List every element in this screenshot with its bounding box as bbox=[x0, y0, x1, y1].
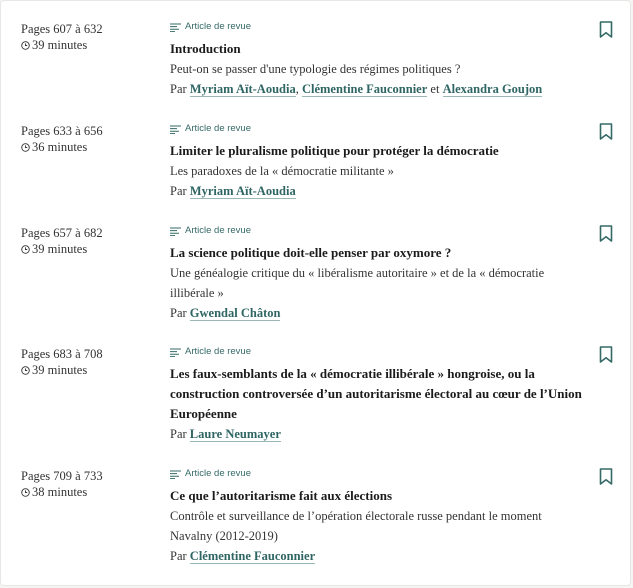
reading-time bbox=[21, 241, 161, 257]
page-range: Pages 709 à 733 bbox=[21, 469, 103, 483]
author-separator: , bbox=[295, 82, 302, 96]
by-label: Par bbox=[170, 549, 190, 563]
article-meta bbox=[21, 468, 161, 500]
reading-time bbox=[21, 362, 161, 378]
article-authors bbox=[170, 181, 585, 201]
article-subtitle: Contrôle et surveillance de l’opération électorale russe pendant le moment Navalny (2012-2019) bbox=[170, 509, 542, 543]
author-link[interactable]: Laure Neumayer bbox=[189, 427, 281, 441]
bookmark-icon[interactable] bbox=[599, 123, 613, 140]
article-lines-icon bbox=[170, 470, 181, 479]
by-label: Par bbox=[170, 427, 190, 441]
author-separator: et bbox=[427, 82, 443, 96]
author-link[interactable]: Myriam Aït-Aoudia bbox=[189, 184, 296, 198]
page-range: Pages 633 à 656 bbox=[21, 124, 103, 138]
article-subtitle: Une généalogie critique du « libéralisme autoritaire » et de la « démocratie illibérale » bbox=[170, 266, 545, 300]
article-authors bbox=[170, 79, 585, 99]
article-type bbox=[170, 225, 585, 237]
author-link[interactable]: Clémentine Fauconnier bbox=[301, 82, 428, 96]
article-authors bbox=[170, 546, 585, 566]
article-meta bbox=[21, 346, 161, 378]
bookmark-icon[interactable] bbox=[599, 21, 613, 38]
article-title[interactable]: Ce que l’autoritarisme fait aux élections bbox=[170, 488, 393, 503]
author-link[interactable]: Clémentine Fauconnier bbox=[189, 549, 316, 563]
reading-time-label: 39 minutes bbox=[32, 242, 88, 256]
article-content bbox=[170, 346, 585, 444]
by-label: Par bbox=[170, 82, 190, 96]
author-link[interactable]: Myriam Aït-Aoudia bbox=[189, 82, 296, 96]
bookmark-icon[interactable] bbox=[599, 346, 613, 363]
clock-icon bbox=[21, 488, 30, 497]
article-type bbox=[170, 346, 585, 358]
page-range: Pages 607 à 632 bbox=[21, 22, 103, 36]
article-type-label: Article de revue bbox=[185, 346, 252, 357]
article-meta bbox=[21, 123, 161, 155]
page-range: Pages 683 à 708 bbox=[21, 347, 103, 361]
article-type bbox=[170, 123, 585, 135]
article-title[interactable]: Les faux-semblants de la « démocratie illibérale » hongroise, ou la construction controversée d’un autoritarisme électoral au cœur de l’Union Européenne bbox=[170, 366, 582, 421]
clock-icon bbox=[21, 143, 30, 152]
article-authors bbox=[170, 424, 585, 444]
reading-time bbox=[21, 484, 161, 500]
reading-time bbox=[21, 139, 161, 155]
article-type bbox=[170, 21, 585, 33]
by-label: Par bbox=[170, 184, 190, 198]
by-label: Par bbox=[170, 306, 190, 320]
article-type-label: Article de revue bbox=[185, 225, 252, 236]
reading-time-label: 38 minutes bbox=[32, 485, 88, 499]
reading-time-label: 39 minutes bbox=[32, 38, 88, 52]
article-content bbox=[170, 123, 585, 201]
bookmark-icon[interactable] bbox=[599, 468, 613, 485]
article-content bbox=[170, 21, 585, 99]
bookmark-icon[interactable] bbox=[599, 225, 613, 242]
article-lines-icon bbox=[170, 23, 181, 32]
article-authors bbox=[170, 303, 585, 323]
page-range: Pages 657 à 682 bbox=[21, 226, 103, 240]
clock-icon bbox=[21, 245, 30, 254]
article-meta bbox=[21, 225, 161, 257]
reading-time-label: 36 minutes bbox=[32, 140, 88, 154]
reading-time-label: 39 minutes bbox=[32, 363, 88, 377]
article-title[interactable]: La science politique doit-elle penser par oxymore ? bbox=[170, 245, 452, 260]
author-link[interactable]: Alexandra Goujon bbox=[442, 82, 543, 96]
article-title[interactable]: Limiter le pluralisme politique pour protéger la démocratie bbox=[170, 143, 499, 158]
article-content bbox=[170, 225, 585, 323]
article-type-label: Article de revue bbox=[185, 123, 252, 134]
article-content bbox=[170, 468, 585, 566]
clock-icon bbox=[21, 41, 30, 50]
author-link[interactable]: Gwendal Châton bbox=[189, 306, 281, 320]
article-lines-icon bbox=[170, 125, 181, 134]
article-title[interactable]: Introduction bbox=[170, 41, 241, 56]
article-lines-icon bbox=[170, 227, 181, 236]
article-lines-icon bbox=[170, 348, 181, 357]
article-type-label: Article de revue bbox=[185, 468, 252, 479]
article-subtitle: Peut-on se passer d'une typologie des régimes politiques ? bbox=[170, 62, 461, 76]
article-meta bbox=[21, 21, 161, 53]
reading-time bbox=[21, 37, 161, 53]
article-subtitle: Les paradoxes de la « démocratie militante » bbox=[170, 164, 394, 178]
article-type bbox=[170, 468, 585, 480]
article-type-label: Article de revue bbox=[185, 21, 252, 32]
clock-icon bbox=[21, 366, 30, 375]
